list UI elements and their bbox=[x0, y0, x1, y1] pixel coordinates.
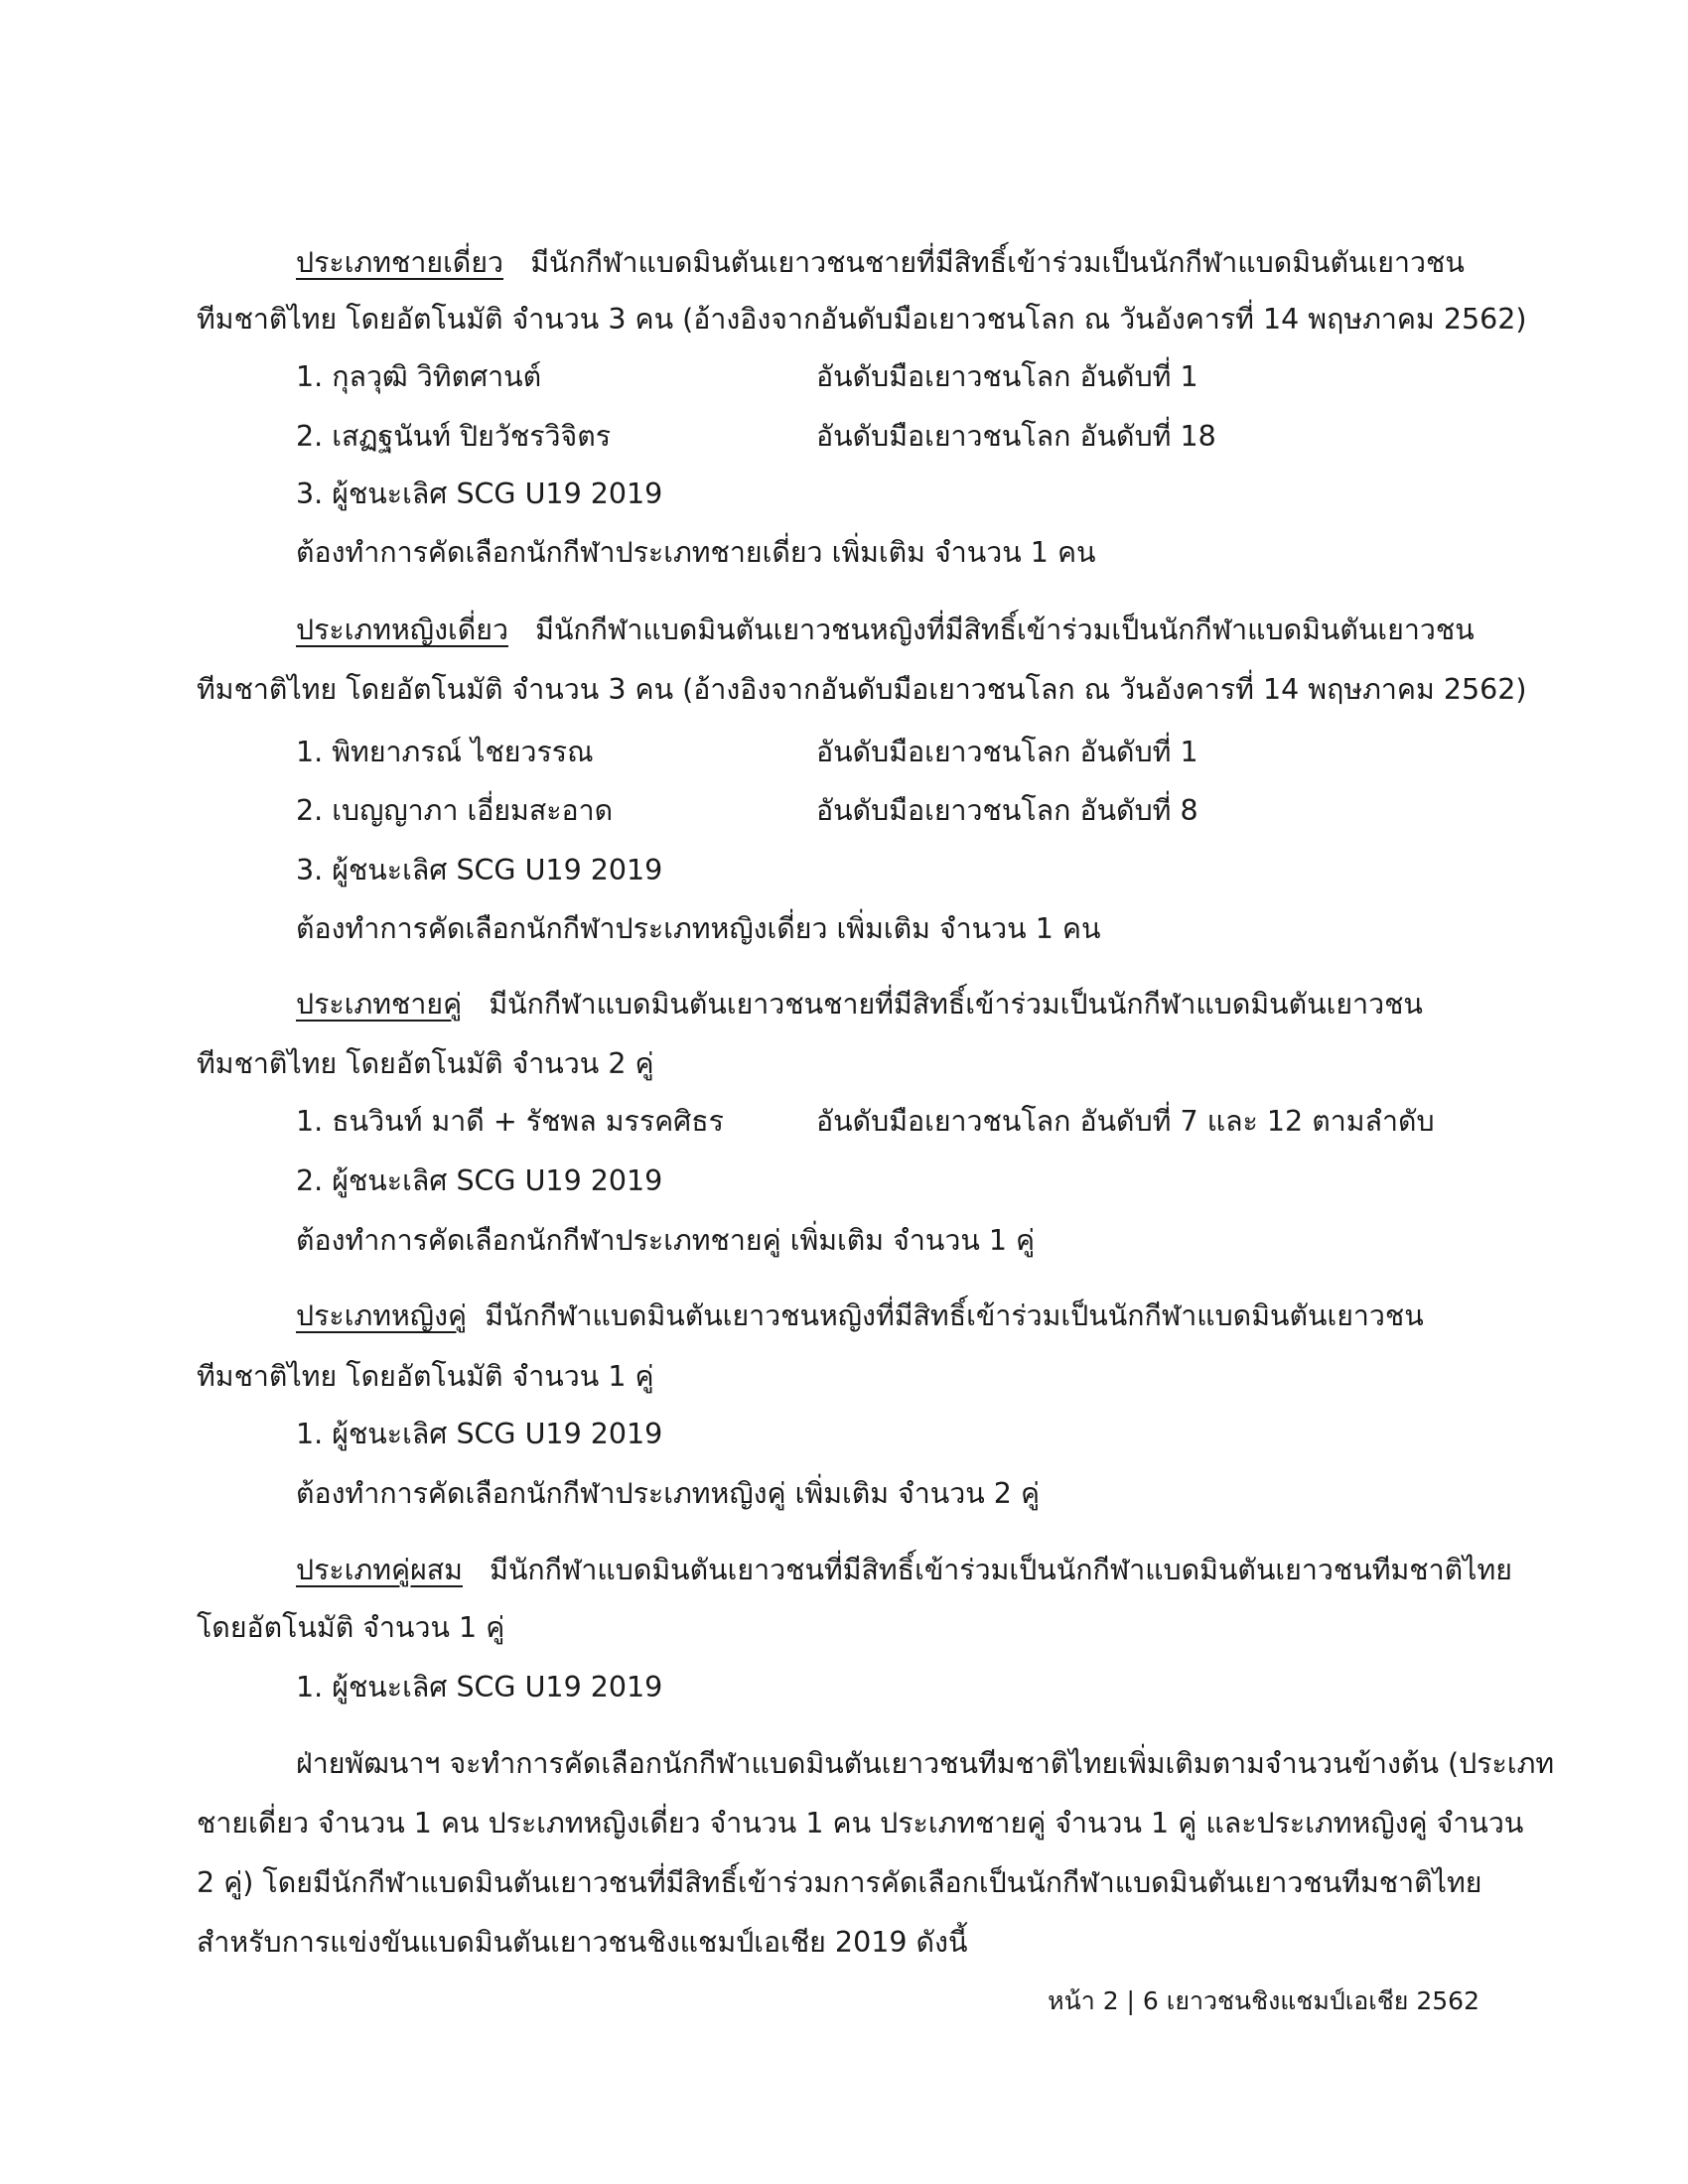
closing-line-1: ฝ่ายพัฒนาฯ จะทำการคัดเลือกนักกีฬาแบดมินตันเยาวชนทีมชาติไทยเพิ่มเติมตามจำนวนข้างต้น (ประเภท bbox=[296, 1747, 1555, 1780]
mens-doubles-intro: มีนักกีฬาแบดมินตันเยาวชนชายที่มีสิทธิ์เข้าร่วมเป็นนักกีฬาแบดมินตันเยาวชน bbox=[489, 988, 1423, 1021]
mens-doubles-intro-cont: ทีมชาติไทย โดยอัตโนมัติ จำนวน 2 คู่ bbox=[197, 1047, 654, 1080]
womens-doubles-note: ต้องทำการคัดเลือกนักกีฬาประเภทหญิงคู่ เพิ่มเติม จำนวน 2 คู่ bbox=[296, 1477, 1041, 1510]
mixed-doubles-heading: ประเภทคู่ผสม bbox=[296, 1554, 463, 1586]
mixed-doubles-item-1: 1. ผู้ชนะเลิศ SCG U19 2019 bbox=[296, 1671, 663, 1704]
womens-singles-item-2: 2. เบญญาภา เอี่ยมสะอาด bbox=[296, 794, 614, 827]
mens-doubles-note: ต้องทำการคัดเลือกนักกีฬาประเภทชายคู่ เพิ่มเติม จำนวน 1 คู่ bbox=[296, 1224, 1036, 1257]
womens-singles-intro: มีนักกีฬาแบดมินตันเยาวชนหญิงที่มีสิทธิ์เข้าร่วมเป็นนักกีฬาแบดมินตันเยาวชน bbox=[535, 614, 1475, 646]
mens-singles-item-1-rank: อันดับมือเยาวชนโลก อันดับที่ 1 bbox=[816, 360, 1198, 393]
mens-singles-paragraph bbox=[296, 243, 1465, 283]
mens-singles-item-3: 3. ผู้ชนะเลิศ SCG U19 2019 bbox=[296, 478, 663, 510]
mixed-doubles-intro: มีนักกีฬาแบดมินตันเยาวชนที่มีสิทธิ์เข้าร่วมเป็นนักกีฬาแบดมินตันเยาวชนทีมชาติไทย bbox=[490, 1554, 1512, 1586]
mens-doubles-item-2: 2. ผู้ชนะเลิศ SCG U19 2019 bbox=[296, 1164, 663, 1197]
womens-doubles-intro: มีนักกีฬาแบดมินตันเยาวชนหญิงที่มีสิทธิ์เข้าร่วมเป็นนักกีฬาแบดมินตันเยาวชน bbox=[485, 1299, 1424, 1332]
mixed-doubles-intro-cont: โดยอัตโนมัติ จำนวน 1 คู่ bbox=[197, 1611, 505, 1644]
womens-doubles-intro-cont: ทีมชาติไทย โดยอัตโนมัติ จำนวน 1 คู่ bbox=[197, 1360, 654, 1393]
mens-singles-note: ต้องทำการคัดเลือกนักกีฬาประเภทชายเดี่ยว เพิ่มเติม จำนวน 1 คน bbox=[296, 536, 1096, 569]
womens-singles-item-3: 3. ผู้ชนะเลิศ SCG U19 2019 bbox=[296, 854, 663, 887]
mens-singles-heading: ประเภทชายเดี่ยว bbox=[296, 246, 504, 279]
mens-doubles-paragraph bbox=[296, 985, 1423, 1024]
mens-doubles-heading: ประเภทชายคู่ bbox=[296, 988, 463, 1021]
womens-singles-item-2-rank: อันดับมือเยาวชนโลก อันดับที่ 8 bbox=[816, 794, 1198, 827]
mixed-doubles-paragraph bbox=[296, 1551, 1512, 1590]
closing-line-4: สำหรับการแข่งขันแบดมินตันเยาวชนชิงแชมป์เอเชีย 2019 ดังนี้ bbox=[197, 1926, 968, 1959]
mens-singles-item-1: 1. กุลวุฒิ วิทิตศานต์ bbox=[296, 360, 542, 393]
mens-singles-intro-cont: ทีมชาติไทย โดยอัตโนมัติ จำนวน 3 คน (อ้างอิงจากอันดับมือเยาวชนโลก ณ วันอังคารที่ 14 พฤษภาคม 2562) bbox=[197, 303, 1527, 336]
page-footer: หน้า 2 | 6 เยาวชนชิงแชมป์เอเชีย 2562 bbox=[1048, 1986, 1479, 2015]
womens-singles-heading: ประเภทหญิงเดี่ยว bbox=[296, 614, 508, 646]
closing-line-2: ชายเดี่ยว จำนวน 1 คน ประเภทหญิงเดี่ยว จำนวน 1 คน ประเภทชายคู่ จำนวน 1 คู่ และประเภทหญิงคู่ จำนวน bbox=[197, 1807, 1524, 1840]
mens-doubles-item-1-rank: อันดับมือเยาวชนโลก อันดับที่ 7 และ 12 ตามลำดับ bbox=[816, 1105, 1435, 1138]
womens-doubles-heading: ประเภทหญิงคู่ bbox=[296, 1299, 468, 1332]
womens-doubles-paragraph bbox=[296, 1297, 1424, 1336]
mens-doubles-item-1: 1. ธนวินท์ มาดี + รัชพล มรรคศิธร bbox=[296, 1105, 724, 1138]
womens-doubles-item-1: 1. ผู้ชนะเลิศ SCG U19 2019 bbox=[296, 1418, 663, 1450]
womens-singles-item-1-rank: อันดับมือเยาวชนโลก อันดับที่ 1 bbox=[816, 736, 1198, 768]
mens-singles-item-2-rank: อันดับมือเยาวชนโลก อันดับที่ 18 bbox=[816, 420, 1216, 453]
mens-singles-item-2: 2. เสฏฐนันท์ ปิยวัชรวิจิตร bbox=[296, 420, 612, 453]
mens-singles-intro: มีนักกีฬาแบดมินตันเยาวชนชายที่มีสิทธิ์เข้าร่วมเป็นนักกีฬาแบดมินตันเยาวชน bbox=[530, 246, 1465, 279]
womens-singles-intro-cont: ทีมชาติไทย โดยอัตโนมัติ จำนวน 3 คน (อ้างอิงจากอันดับมือเยาวชนโลก ณ วันอังคารที่ 14 พฤษภาคม 2562) bbox=[197, 673, 1527, 706]
womens-singles-item-1: 1. พิทยาภรณ์ ไชยวรรณ bbox=[296, 736, 594, 768]
closing-line-3: 2 คู่) โดยมีนักกีฬาแบดมินตันเยาวชนที่มีสิทธิ์เข้าร่วมการคัดเลือกเป็นนักกีฬาแบดมินตันเยาวชนทีมชาติไทย bbox=[197, 1866, 1482, 1899]
womens-singles-note: ต้องทำการคัดเลือกนักกีฬาประเภทหญิงเดี่ยว เพิ่มเติม จำนวน 1 คน bbox=[296, 912, 1101, 945]
womens-singles-paragraph bbox=[296, 611, 1475, 650]
